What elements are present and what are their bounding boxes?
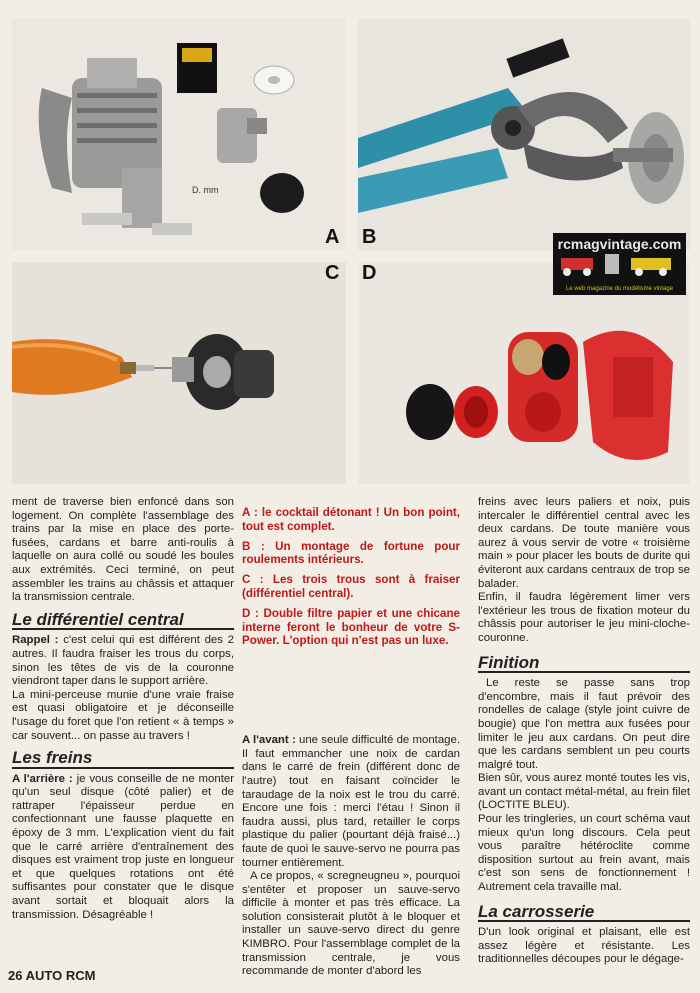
avant-label: A l'avant : (242, 734, 296, 747)
propos-paragraph: A ce propos, « scregneugneu », pourquoi s'entêter et proposer un sauve-servo difficile à monter et pas très efficace. La solution consisterait plutôt à le bloquer et installer un sauve-servo direct du genre KIMBRO. Pour l'assemblage complet de la transmission centrale, je vous recommande de monter d'abord les (242, 870, 460, 978)
column-2 (242, 506, 460, 979)
caption-a: A : le cocktail détonant ! Un bon point, tout est complet. (242, 506, 460, 533)
photo-a (12, 18, 346, 250)
page-folio (8, 968, 95, 983)
photo-b (358, 18, 690, 250)
col3-paragraph-3: Le reste se passe sans trop d'encombre, mais il faut prévoir des rondelles de calage (style joint cuivre de bougie) que l'on mettra aux fusées pour limiter le jeu aux cardans. On peut dire que les cardans semblent un peu courts malgré tout. (478, 677, 690, 771)
photo-b-pliers (358, 18, 690, 250)
logo-cars-icon (553, 252, 686, 278)
arriere-paragraph (12, 773, 234, 923)
col3-paragraph-1: freins avec leurs paliers et noix, puis intercaler le différentiel central avec les deux cardans. De toute manière vous aurez à vous servir de votre « troisième main » pour placer les bouts de durite qui éviteront aux cardans centraux de trop se balader. (478, 496, 690, 590)
page-number: 26 (8, 968, 23, 983)
photo-c (12, 262, 346, 484)
avant-text: une seule difficulté de montage. Il faut emmancher une noix de cardan dans le carré de frein (différent donc de l'autre) tout en faisant coïncider le taraudage de la noix est le trou du carré. Encore une fois : merci l'étau ! Sinon il faudra aussi, plus tard, retailler le corps plastique du palier (pourtant déjà fraisé...) faute de quoi le sauve-servo ne pourra pas tourner entièrement. (242, 734, 460, 869)
logo-subtitle: Le web magazine du modélisme vintage (565, 286, 674, 292)
photo-b-label: B (362, 226, 377, 248)
column-3 (478, 496, 690, 967)
magazine-name: AUTO RCM (25, 968, 96, 983)
photo-d (358, 262, 690, 484)
column-1 (12, 496, 234, 922)
arriere-text: je vous conseille de ne monter qu'un seul disque (côté palier) et de rattraper l'épaisseur perdue en confectionnant une fausse plaquette en époxy de 3 mm. L'explication vient du fait que le carré arrière d'entraînement des disques est vraiment trop juste en longueur et que quelques rotations ont été suffisantes pour constater que le disque avant sortait et bloquait alors la transmission. Désagréable ! (12, 772, 234, 921)
photo-a-engine-kit (12, 18, 346, 250)
heading-finition: Finition (478, 656, 690, 674)
heading-freins: Les freins (12, 751, 234, 769)
col3-paragraph-2: Enfin, il faudra légèrement limer vers l'extérieur les trous de fixation moteur du châssis pour autoriser le jeu mini-cloche-couronne. (478, 591, 690, 644)
avant-paragraph (242, 734, 460, 870)
photo-a-measure-label: D. mm (192, 185, 219, 195)
photo-d-label: D (362, 262, 377, 284)
arriere-label: A l'arrière : (12, 772, 73, 785)
col3-paragraph-6: D'un look original et plaisant, elle est assez légère et résistante. Les traditionnelles découpes pour le dégage- (478, 926, 690, 966)
caption-c: C : Les trois trous sont à fraiser (différentiel central). (242, 573, 460, 600)
heading-differentiel: Le différentiel central (12, 613, 234, 631)
col3-paragraph-5: Pour les tringleries, un court schéma vaut mieux qu'un long discours. Cela peut vous paraître hétéroclite comme disposition surtout au frein avant, mais c'est son sens de fonctionnement ! Autrement cela travaille mal. (478, 813, 690, 894)
photo-c-label: C (325, 262, 340, 284)
intro-paragraph: ment de traverse bien enfoncé dans son logement. On complète l'assemblage des trains par la mise en place des porte-fusées, cardans et barre anti-roulis à laquelle on aura collé ou soudé les boules aux extrémités. Ceci terminé, on peut assembler les trains au châssis et attaquer la transmission centrale. (12, 496, 234, 604)
photo-captions (242, 506, 460, 648)
rcmagvintage-logo (553, 233, 686, 295)
perceuse-paragraph: La mini-perceuse munie d'une vraie fraise est quasi obligatoire et je déconseille l'usage du foret que l'on retient « à temps » car souvent... on passe au travers ! (12, 688, 234, 742)
photo-d-air-filter (358, 262, 690, 484)
rappel-text: c'est celui qui est différent des 2 autres. Il faudra fraiser les trous du corps, sinon les têtes de vis de la couronne viendront taper dans le support arrière. (12, 634, 234, 688)
caption-b: B : Un montage de fortune pour roulements intérieurs. (242, 539, 460, 567)
heading-carrosserie: La carrosserie (478, 905, 690, 923)
photo-c-drill (12, 262, 346, 484)
rappel-paragraph (12, 634, 234, 688)
rappel-label: Rappel : (12, 634, 59, 647)
col3-paragraph-4: Bien sûr, vous aurez monté toutes les vis, avant un contact métal-métal, au frein filet (LOCTITE BLEU). (478, 772, 690, 812)
caption-d: D : Double filtre papier et une chicane interne feront le bonheur de votre S-Power. L'option qui n'est pas un luxe. (242, 606, 460, 648)
photo-a-label: A (325, 226, 340, 248)
logo-title: rcmagvintage.com (557, 236, 682, 252)
